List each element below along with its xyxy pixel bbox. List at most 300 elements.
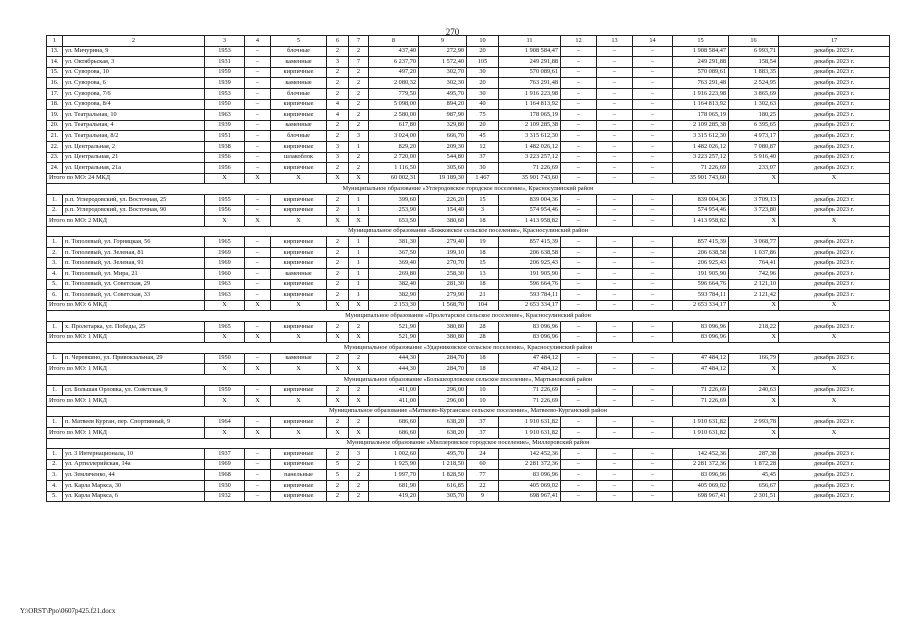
table-cell: кирпичные	[271, 385, 327, 396]
table-cell: –	[561, 120, 597, 131]
subtotal-cell: X	[349, 300, 369, 311]
table-cell: 742,96	[729, 269, 779, 280]
table-cell: –	[633, 385, 673, 396]
table-cell: 1 872,28	[729, 459, 779, 470]
table-cell: 1	[349, 247, 369, 258]
building-row	[47, 279, 890, 290]
table-cell: декабрь 2023 г.	[779, 237, 890, 248]
table-cell: 1.	[47, 385, 63, 396]
subtotal-cell: –	[597, 396, 633, 407]
subtotal-cell: –	[633, 216, 673, 227]
table-cell: декабрь 2023 г.	[779, 480, 890, 491]
footer-file-path: Y:\ORST\Ppo\0607p425.f21.docx	[20, 607, 116, 615]
table-cell: 617,80	[369, 120, 419, 131]
table-cell: 13	[467, 269, 499, 280]
table-cell: 2	[327, 480, 349, 491]
table-cell: –	[633, 269, 673, 280]
subtotal-cell: X	[205, 173, 245, 184]
table-cell: 15	[467, 258, 499, 269]
municipality-section-row	[47, 438, 890, 449]
table-cell: –	[633, 491, 673, 502]
table-cell: декабрь 2023 г.	[779, 290, 890, 301]
building-row	[47, 470, 890, 481]
table-cell: 1959	[205, 385, 245, 396]
table-cell: 570 089,61	[499, 67, 561, 78]
table-cell: декабрь 2023 г.	[779, 163, 890, 174]
table-cell: 4 973,17	[729, 131, 779, 142]
column-number-cell: 11	[499, 36, 561, 47]
table-cell: –	[597, 491, 633, 502]
subtotal-cell: 444,30	[369, 364, 419, 375]
table-cell: –	[561, 131, 597, 142]
table-cell: 10	[467, 385, 499, 396]
building-address-cell: ул. Суворова, 8/4	[63, 99, 205, 110]
table-cell: 2	[349, 417, 369, 428]
table-cell: 1959	[205, 67, 245, 78]
table-cell: –	[561, 88, 597, 99]
table-cell: 1965	[205, 237, 245, 248]
table-cell: 1.	[47, 417, 63, 428]
table-cell: 2	[327, 194, 349, 205]
table-cell: –	[245, 194, 271, 205]
table-cell: 380,80	[419, 322, 467, 333]
table-cell: 2	[327, 131, 349, 142]
table-cell: 302,70	[419, 67, 467, 78]
table-cell: 1968	[205, 470, 245, 481]
building-address-cell: р.п. Углеродовский, ул. Восточная, 90	[63, 205, 205, 216]
table-cell: 305,60	[419, 163, 467, 174]
table-cell: 45,45	[729, 470, 779, 481]
table-cell: 209,30	[419, 141, 467, 152]
table-cell: 1963	[205, 279, 245, 290]
building-row	[47, 131, 890, 142]
table-cell: 2 720,00	[369, 152, 419, 163]
table-cell: 2	[349, 67, 369, 78]
table-cell: 1964	[205, 417, 245, 428]
subtotal-cell: 83 096,96	[499, 332, 561, 343]
table-cell: 1	[349, 205, 369, 216]
table-cell: 3 223 257,12	[499, 152, 561, 163]
subtotal-cell: 1 413 958,82	[673, 216, 729, 227]
subtotal-row	[47, 427, 890, 438]
table-cell: 2	[327, 88, 349, 99]
table-cell: –	[245, 247, 271, 258]
table-cell: –	[633, 67, 673, 78]
table-cell: 1 164 813,92	[673, 99, 729, 110]
subtotal-cell: X	[327, 332, 349, 343]
table-cell: блочные	[271, 88, 327, 99]
subtotal-cell: X	[205, 396, 245, 407]
subtotal-cell: 1 910 631,82	[499, 427, 561, 438]
table-cell: –	[245, 67, 271, 78]
table-cell: –	[561, 480, 597, 491]
building-row	[47, 99, 890, 110]
table-cell: 18	[467, 247, 499, 258]
subtotal-cell: 686,60	[369, 427, 419, 438]
table-cell: 305,70	[419, 491, 467, 502]
table-cell: 249 291,88	[673, 57, 729, 68]
municipality-section-row	[47, 311, 890, 322]
table-cell: 20	[467, 120, 499, 131]
table-cell: декабрь 2023 г.	[779, 470, 890, 481]
subtotal-cell: –	[633, 332, 673, 343]
building-address-cell: п. Тополевый, ул. Горняцкая, 56	[63, 237, 205, 248]
table-cell: –	[633, 205, 673, 216]
table-cell: 381,30	[369, 237, 419, 248]
table-cell: 18.	[47, 99, 63, 110]
table-cell: –	[561, 459, 597, 470]
table-cell: 15	[467, 194, 499, 205]
subtotal-cell: X	[271, 300, 327, 311]
table-cell: 3	[467, 205, 499, 216]
building-row	[47, 152, 890, 163]
building-row	[47, 459, 890, 470]
table-cell: 269,80	[369, 269, 419, 280]
table-cell: –	[561, 491, 597, 502]
table-cell: 1 572,40	[419, 57, 467, 68]
table-cell: 19	[467, 237, 499, 248]
subtotal-cell: –	[561, 300, 597, 311]
column-number-cell: 14	[633, 36, 673, 47]
table-cell: –	[245, 141, 271, 152]
building-row	[47, 88, 890, 99]
table-cell: 2	[349, 99, 369, 110]
table-cell: 105	[467, 57, 499, 68]
table-cell: 7	[349, 57, 369, 68]
registry-table-body	[47, 36, 890, 502]
table-cell: декабрь 2023 г.	[779, 99, 890, 110]
table-cell: 30	[467, 88, 499, 99]
subtotal-cell: 37	[467, 427, 499, 438]
table-cell: каменные	[271, 353, 327, 364]
building-address-cell: ул. Центральная, 21	[63, 152, 205, 163]
table-cell: 1 910 631,82	[673, 417, 729, 428]
table-cell: –	[561, 385, 597, 396]
table-cell: –	[245, 57, 271, 68]
subtotal-cell: 380,80	[419, 332, 467, 343]
table-cell: 2	[327, 417, 349, 428]
subtotal-cell: 411,00	[369, 396, 419, 407]
municipality-section-title: Муниципальное образование «Пролетарское сельское поселение», Красносулинский район	[47, 311, 890, 322]
table-cell: декабрь 2023 г.	[779, 279, 890, 290]
table-cell: –	[245, 269, 271, 280]
building-row	[47, 322, 890, 333]
building-row	[47, 480, 890, 491]
subtotal-row	[47, 216, 890, 227]
table-cell: 47 484,12	[673, 353, 729, 364]
table-cell: –	[597, 67, 633, 78]
table-cell: 37	[467, 152, 499, 163]
subtotal-cell: –	[633, 364, 673, 375]
subtotal-row	[47, 332, 890, 343]
table-cell: –	[245, 459, 271, 470]
subtotal-cell: 2 653 334,17	[673, 300, 729, 311]
building-row	[47, 46, 890, 57]
table-cell: каменные	[271, 57, 327, 68]
building-address-cell: ул. Артиллерийская, 14а	[63, 459, 205, 470]
table-cell: 1956	[205, 163, 245, 174]
table-cell: кирпичные	[271, 480, 327, 491]
table-cell: 178 065,19	[499, 110, 561, 121]
column-number-cell: 4	[245, 36, 271, 47]
table-cell: –	[597, 353, 633, 364]
table-cell: 154,40	[419, 205, 467, 216]
table-cell: 22.	[47, 141, 63, 152]
building-row	[47, 110, 890, 121]
subtotal-cell: 521,90	[369, 332, 419, 343]
subtotal-cell: 1 467	[467, 173, 499, 184]
table-cell: 2	[327, 67, 349, 78]
table-cell: 681,90	[369, 480, 419, 491]
table-cell: –	[597, 385, 633, 396]
building-row	[47, 385, 890, 396]
table-cell: 279,40	[419, 237, 467, 248]
table-cell: 279,90	[419, 290, 467, 301]
subtotal-cell: X	[779, 300, 890, 311]
table-cell: 14.	[47, 57, 63, 68]
subtotal-cell: X	[245, 300, 271, 311]
building-row	[47, 258, 890, 269]
table-cell: блочные	[271, 131, 327, 142]
table-cell: 2	[327, 290, 349, 301]
table-cell: 2 109 285,38	[499, 120, 561, 131]
table-cell: декабрь 2023 г.	[779, 152, 890, 163]
building-row	[47, 491, 890, 502]
subtotal-row	[47, 300, 890, 311]
municipality-section-title: Муниципальное образование «Углеродовское городское поселение», Красносулинский район	[47, 184, 890, 195]
table-cell: 1	[349, 141, 369, 152]
table-cell: –	[245, 322, 271, 333]
table-cell: 18	[467, 279, 499, 290]
building-address-cell: ул. Суворова, 7/6	[63, 88, 205, 99]
table-cell: 1 925,90	[369, 459, 419, 470]
subtotal-cell: 18	[467, 364, 499, 375]
subtotal-cell: 380,60	[419, 216, 467, 227]
table-cell: –	[245, 290, 271, 301]
table-cell: 1	[349, 269, 369, 280]
table-cell: блочные	[271, 46, 327, 57]
table-cell: –	[633, 141, 673, 152]
table-cell: шлакоблок	[271, 152, 327, 163]
table-cell: 1 916 223,98	[673, 88, 729, 99]
subtotal-cell: X	[205, 216, 245, 227]
table-cell: 497,20	[369, 67, 419, 78]
table-cell: 1937	[205, 449, 245, 460]
column-number-cell: 9	[419, 36, 467, 47]
subtotal-cell: X	[349, 332, 369, 343]
table-cell: 616,85	[419, 480, 467, 491]
table-cell: 444,30	[369, 353, 419, 364]
table-cell: 60	[467, 459, 499, 470]
table-cell: 2	[349, 385, 369, 396]
table-cell: 405 069,02	[673, 480, 729, 491]
table-cell: 1950	[205, 99, 245, 110]
table-cell: 656,67	[729, 480, 779, 491]
subtotal-cell: –	[633, 173, 673, 184]
table-cell: 596 664,76	[673, 279, 729, 290]
table-cell: 83 096,96	[673, 322, 729, 333]
table-cell: –	[561, 163, 597, 174]
table-cell: –	[245, 110, 271, 121]
page-number: 270	[445, 27, 460, 37]
table-cell: каменные	[271, 269, 327, 280]
table-cell: 2	[349, 46, 369, 57]
table-cell: –	[561, 152, 597, 163]
subtotal-cell: X	[327, 173, 349, 184]
subtotal-cell: –	[561, 332, 597, 343]
subtotal-cell: –	[597, 364, 633, 375]
table-cell: 1 302,63	[729, 99, 779, 110]
table-cell: 698 967,41	[673, 491, 729, 502]
table-cell: –	[633, 57, 673, 68]
table-cell: декабрь 2023 г.	[779, 449, 890, 460]
table-cell: кирпичные	[271, 194, 327, 205]
table-cell: 270,70	[419, 258, 467, 269]
table-cell: –	[561, 247, 597, 258]
table-cell: 199,10	[419, 247, 467, 258]
table-cell: декабрь 2023 г.	[779, 353, 890, 364]
table-cell: 24.	[47, 163, 63, 174]
table-cell: –	[597, 110, 633, 121]
table-cell: –	[597, 322, 633, 333]
table-cell: 2.	[47, 247, 63, 258]
table-cell: 2	[327, 491, 349, 502]
subtotal-cell: X	[729, 364, 779, 375]
building-row	[47, 417, 890, 428]
subtotal-cell: X	[779, 396, 890, 407]
table-cell: –	[561, 57, 597, 68]
table-cell: 1.	[47, 353, 63, 364]
table-cell: 3 068,77	[729, 237, 779, 248]
table-cell: кирпичные	[271, 459, 327, 470]
table-cell: 2	[327, 353, 349, 364]
table-cell: –	[597, 470, 633, 481]
subtotal-cell: X	[205, 427, 245, 438]
table-cell: 1 997,70	[369, 470, 419, 481]
table-cell: 1969	[205, 247, 245, 258]
subtotal-cell: –	[597, 173, 633, 184]
subtotal-cell: 2 653 334,17	[499, 300, 561, 311]
table-cell: 1 116,50	[369, 163, 419, 174]
table-cell: 1965	[205, 322, 245, 333]
subtotal-cell: X	[779, 332, 890, 343]
building-address-cell: ул. Карла Маркса, 30	[63, 480, 205, 491]
table-cell: 2	[327, 322, 349, 333]
table-cell: 6 993,71	[729, 46, 779, 57]
table-cell: 2	[349, 322, 369, 333]
table-cell: 21	[467, 290, 499, 301]
table-cell: 1	[349, 237, 369, 248]
table-cell: –	[633, 470, 673, 481]
subtotal-cell: 83 096,96	[673, 332, 729, 343]
table-cell: 2	[349, 470, 369, 481]
table-cell: –	[597, 480, 633, 491]
table-cell: 382,40	[369, 279, 419, 290]
table-cell: декабрь 2023 г.	[779, 46, 890, 57]
table-cell: 369,40	[369, 258, 419, 269]
table-cell: 3 709,13	[729, 194, 779, 205]
subtotal-cell: 47 484,12	[499, 364, 561, 375]
subtotal-label: Итого по МО: 1 МКД	[47, 427, 205, 438]
table-cell: 2	[327, 279, 349, 290]
table-cell: 142 452,36	[499, 449, 561, 460]
table-cell: 367,50	[369, 247, 419, 258]
table-cell: 1939	[205, 78, 245, 89]
building-address-cell: ул. Центральная, 2	[63, 141, 205, 152]
table-cell: –	[245, 152, 271, 163]
table-cell: 1 910 631,82	[499, 417, 561, 428]
table-cell: 574 954,46	[673, 205, 729, 216]
table-cell: 3 723,80	[729, 205, 779, 216]
building-address-cell: п. Тополевый, ул. Зеленая, 91	[63, 258, 205, 269]
table-cell: –	[561, 110, 597, 121]
table-cell: –	[245, 88, 271, 99]
table-cell: 2	[327, 237, 349, 248]
building-address-cell: п. Черевкино, ул. Привокзальная, 29	[63, 353, 205, 364]
table-cell: 3 223 257,12	[673, 152, 729, 163]
table-cell: 2	[327, 205, 349, 216]
column-number-row	[47, 36, 890, 47]
table-cell: 638,20	[419, 417, 467, 428]
subtotal-cell: 10	[467, 396, 499, 407]
table-cell: –	[245, 470, 271, 481]
subtotal-cell: 1 568,70	[419, 300, 467, 311]
subtotal-cell: 1 413 958,82	[499, 216, 561, 227]
subtotal-cell: –	[561, 364, 597, 375]
table-cell: каменные	[271, 120, 327, 131]
building-row	[47, 163, 890, 174]
table-cell: –	[633, 131, 673, 142]
column-number-cell: 17	[779, 36, 890, 47]
table-cell: –	[245, 480, 271, 491]
table-cell: 1963	[205, 290, 245, 301]
table-cell: декабрь 2023 г.	[779, 57, 890, 68]
table-cell: 15.	[47, 67, 63, 78]
table-cell: 2	[327, 120, 349, 131]
table-cell: –	[561, 141, 597, 152]
table-cell: 1939	[205, 120, 245, 131]
table-cell: кирпичные	[271, 237, 327, 248]
subtotal-cell: 1 910 631,82	[673, 427, 729, 438]
building-row	[47, 269, 890, 280]
subtotal-row	[47, 364, 890, 375]
table-cell: –	[597, 459, 633, 470]
table-cell: 3 024,00	[369, 131, 419, 142]
subtotal-label: Итого по МО: 1 МКД	[47, 396, 205, 407]
table-cell: кирпичные	[271, 258, 327, 269]
table-cell: 206 638,58	[499, 247, 561, 258]
table-cell: 5.	[47, 279, 63, 290]
table-cell: 281,30	[419, 279, 467, 290]
table-cell: кирпичные	[271, 99, 327, 110]
table-cell: 191 905,90	[499, 269, 561, 280]
table-cell: 1	[349, 194, 369, 205]
table-cell: 2 121,42	[729, 290, 779, 301]
table-cell: кирпичные	[271, 205, 327, 216]
table-cell: 272,90	[419, 46, 467, 57]
table-cell: 1938	[205, 141, 245, 152]
table-cell: 411,00	[369, 385, 419, 396]
table-cell: –	[633, 99, 673, 110]
table-cell: –	[597, 120, 633, 131]
table-cell: –	[561, 417, 597, 428]
table-cell: 987,90	[419, 110, 467, 121]
table-cell: –	[561, 279, 597, 290]
table-cell: декабрь 2023 г.	[779, 67, 890, 78]
table-cell: –	[597, 194, 633, 205]
table-cell: 779,50	[369, 88, 419, 99]
building-address-cell: ул. 3 Интернационала, 10	[63, 449, 205, 460]
